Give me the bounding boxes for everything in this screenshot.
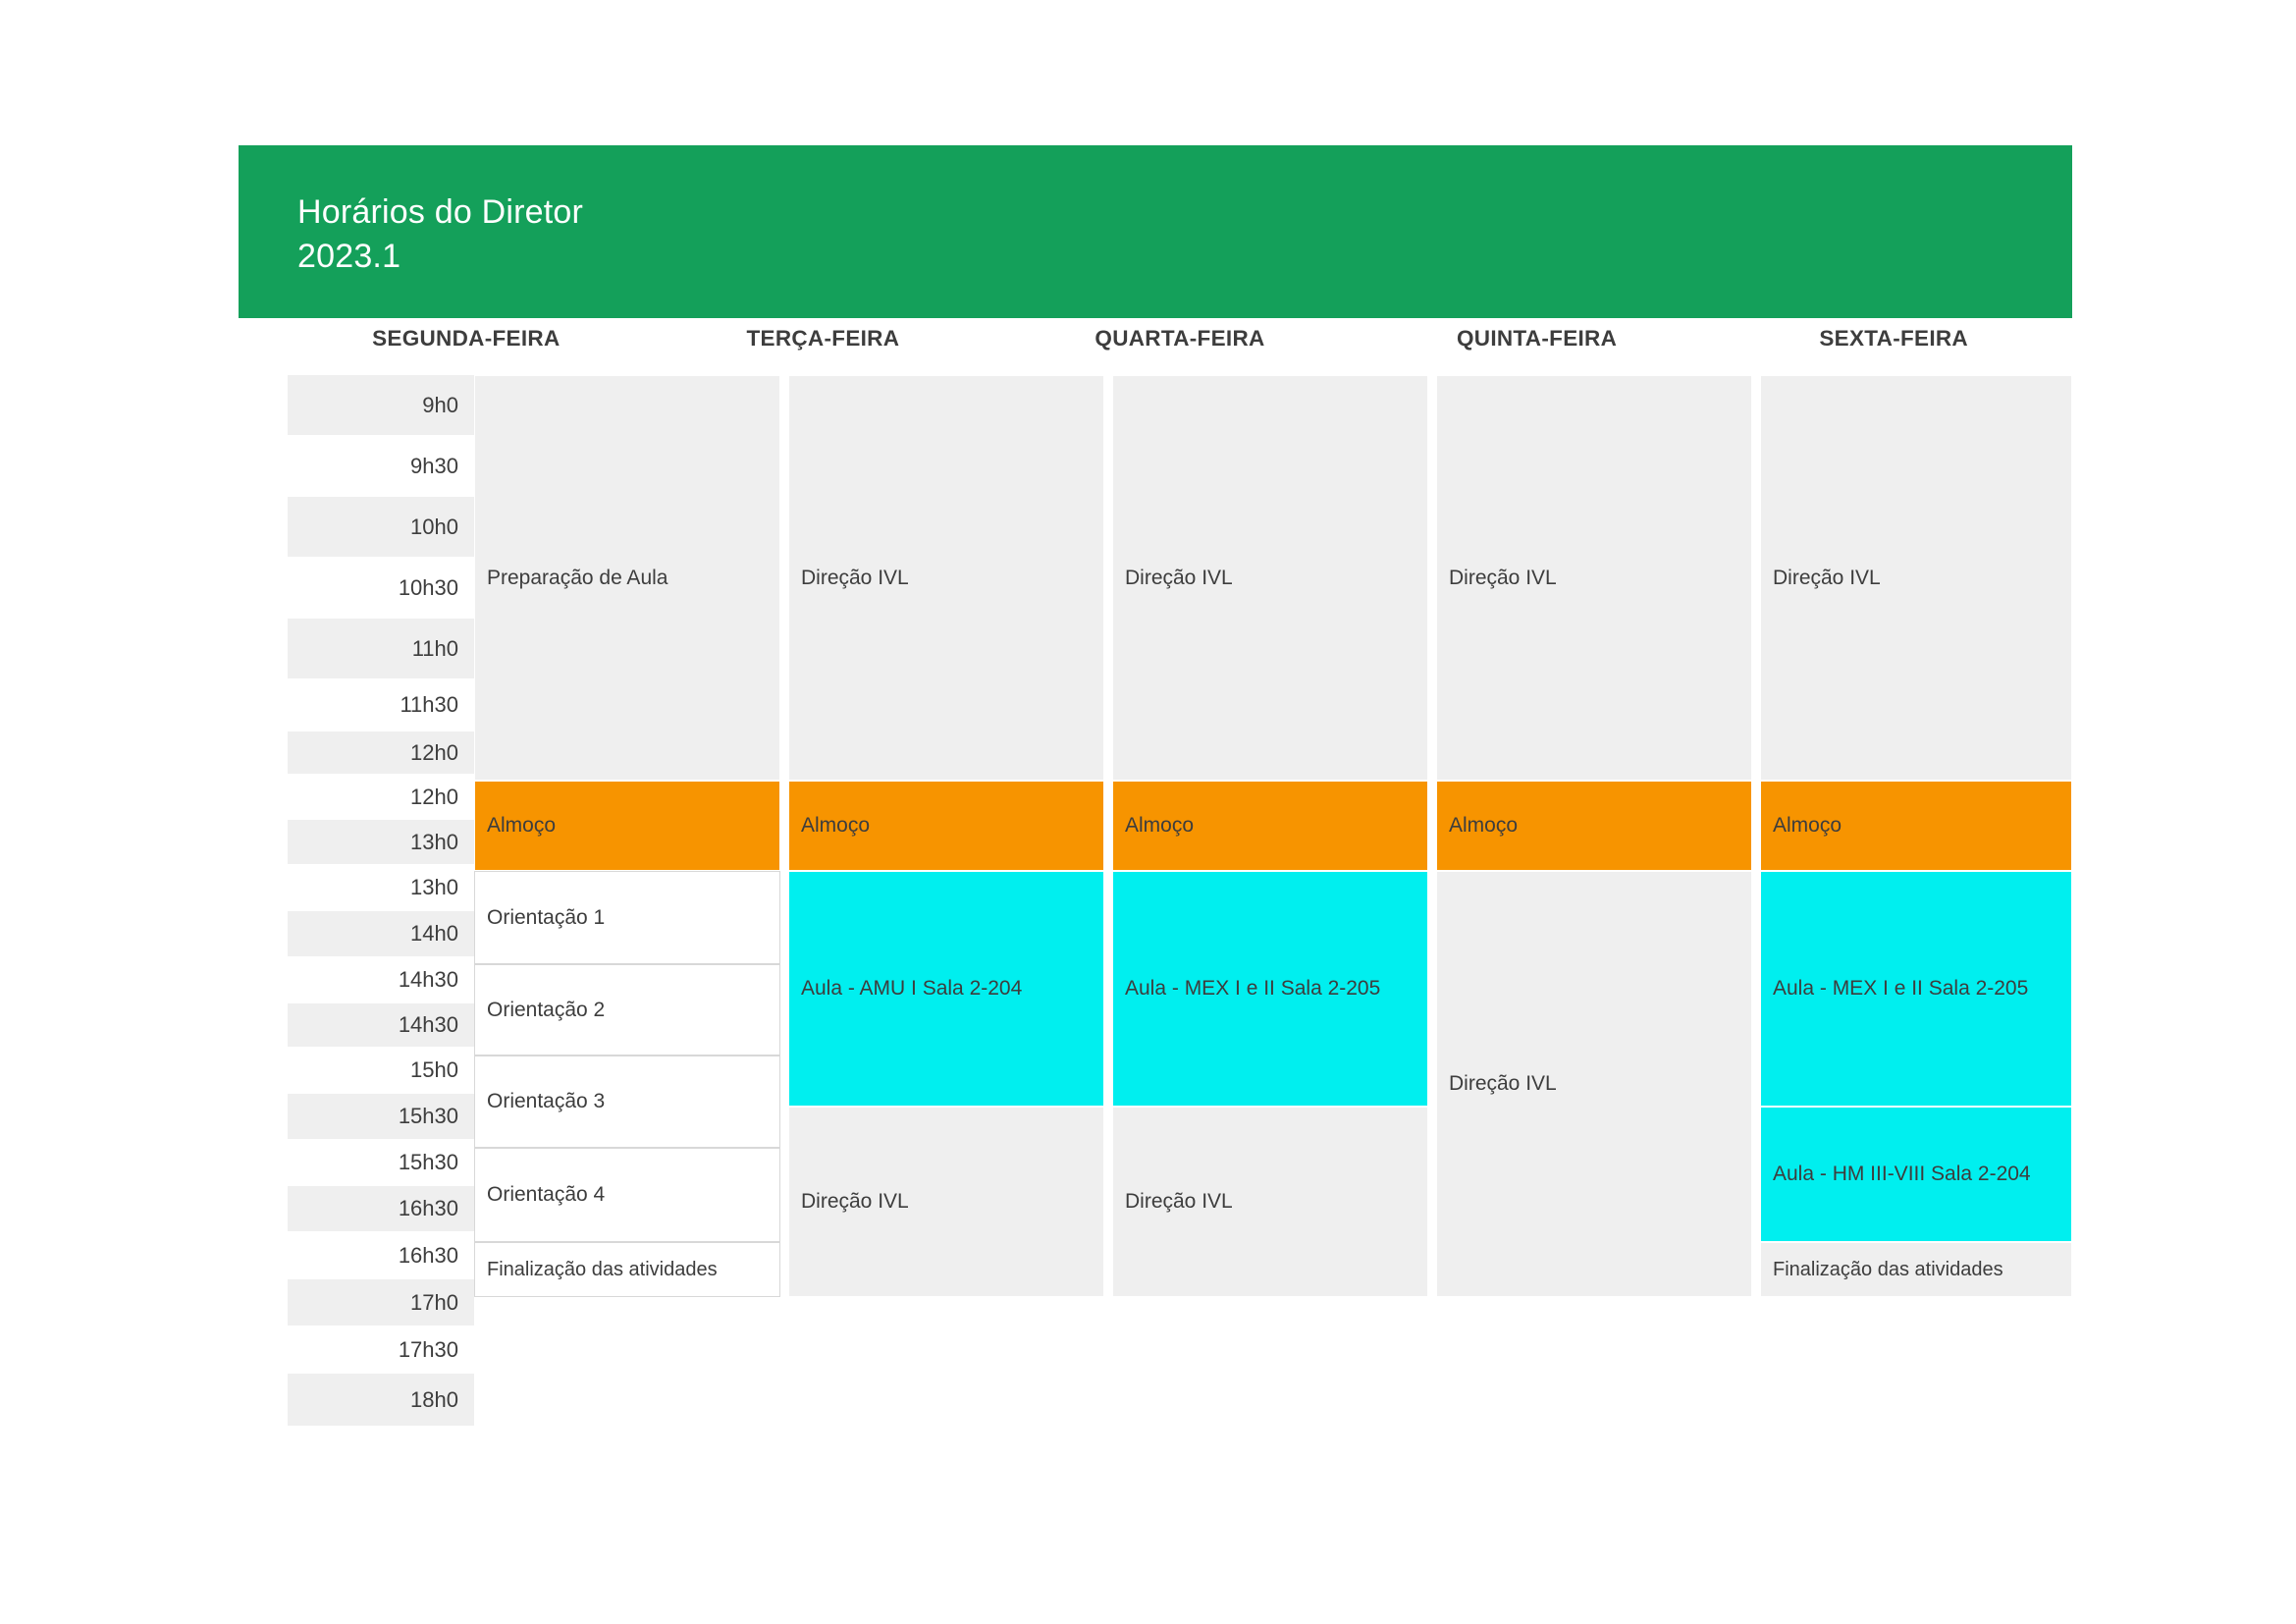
time-label: 16h30 (288, 1186, 474, 1232)
day-header-row (288, 319, 2072, 370)
schedule-grid (288, 375, 2072, 1463)
time-label: 10h30 (288, 558, 474, 619)
event-block[interactable]: Almoço (1436, 781, 1752, 871)
event-block[interactable]: Orientação 1 (474, 871, 780, 964)
event-block[interactable]: Finalização das atividades (1760, 1242, 2072, 1297)
event-block[interactable]: Direção IVL (1436, 871, 1752, 1297)
time-label: 11h30 (288, 679, 474, 731)
day-header-sexta: SEXTA-FEIRA (1819, 326, 1968, 351)
time-label: 17h0 (288, 1279, 474, 1326)
event-block[interactable]: Almoço (474, 781, 780, 871)
page-title-line2: 2023.1 (297, 237, 401, 275)
time-label: 11h0 (288, 619, 474, 679)
event-block[interactable]: Orientação 3 (474, 1056, 780, 1148)
time-label: 15h30 (288, 1140, 474, 1186)
event-block[interactable]: Aula - HM III-VIII Sala 2-204 (1760, 1107, 2072, 1242)
day-header-quarta: QUARTA-FEIRA (1095, 326, 1265, 351)
time-label: 15h30 (288, 1094, 474, 1140)
page-title-line1: Horários do Diretor (297, 193, 584, 231)
event-block[interactable]: Almoço (1112, 781, 1428, 871)
time-label: 18h0 (288, 1374, 474, 1427)
time-label: 12h0 (288, 775, 474, 820)
event-block[interactable]: Direção IVL (788, 1107, 1104, 1297)
day-header-quinta: QUINTA-FEIRA (1456, 326, 1618, 351)
time-label: 9h0 (288, 375, 474, 436)
event-block[interactable]: Aula - AMU I Sala 2-204 (788, 871, 1104, 1107)
event-block[interactable]: Orientação 2 (474, 964, 780, 1056)
time-label: 14h0 (288, 911, 474, 957)
event-block[interactable]: Direção IVL (1112, 375, 1428, 781)
event-block[interactable]: Direção IVL (1112, 1107, 1428, 1297)
time-label: 16h30 (288, 1232, 474, 1279)
time-label: 13h0 (288, 820, 474, 865)
time-label: 12h0 (288, 731, 474, 775)
event-block[interactable]: Aula - MEX I e II Sala 2-205 (1760, 871, 2072, 1107)
event-block[interactable]: Direção IVL (1436, 375, 1752, 781)
event-block[interactable]: Almoço (788, 781, 1104, 871)
time-axis-column (288, 375, 474, 1463)
time-label: 10h0 (288, 497, 474, 558)
events-area (474, 375, 2072, 1463)
event-block[interactable]: Almoço (1760, 781, 2072, 871)
time-label: 13h0 (288, 865, 474, 911)
event-block[interactable]: Direção IVL (788, 375, 1104, 781)
time-label: 9h30 (288, 436, 474, 497)
time-label: 14h30 (288, 1003, 474, 1048)
day-header-terca: TERÇA-FEIRA (746, 326, 900, 351)
time-label: 15h0 (288, 1048, 474, 1094)
time-label: 17h30 (288, 1326, 474, 1374)
time-label: 14h30 (288, 957, 474, 1003)
header-banner (239, 145, 2072, 318)
day-header-segunda: SEGUNDA-FEIRA (372, 326, 561, 351)
event-block[interactable]: Orientação 4 (474, 1148, 780, 1242)
event-block[interactable]: Preparação de Aula (474, 375, 780, 781)
event-block[interactable]: Aula - MEX I e II Sala 2-205 (1112, 871, 1428, 1107)
event-block[interactable]: Direção IVL (1760, 375, 2072, 781)
event-block[interactable]: Finalização das atividades (474, 1242, 780, 1297)
